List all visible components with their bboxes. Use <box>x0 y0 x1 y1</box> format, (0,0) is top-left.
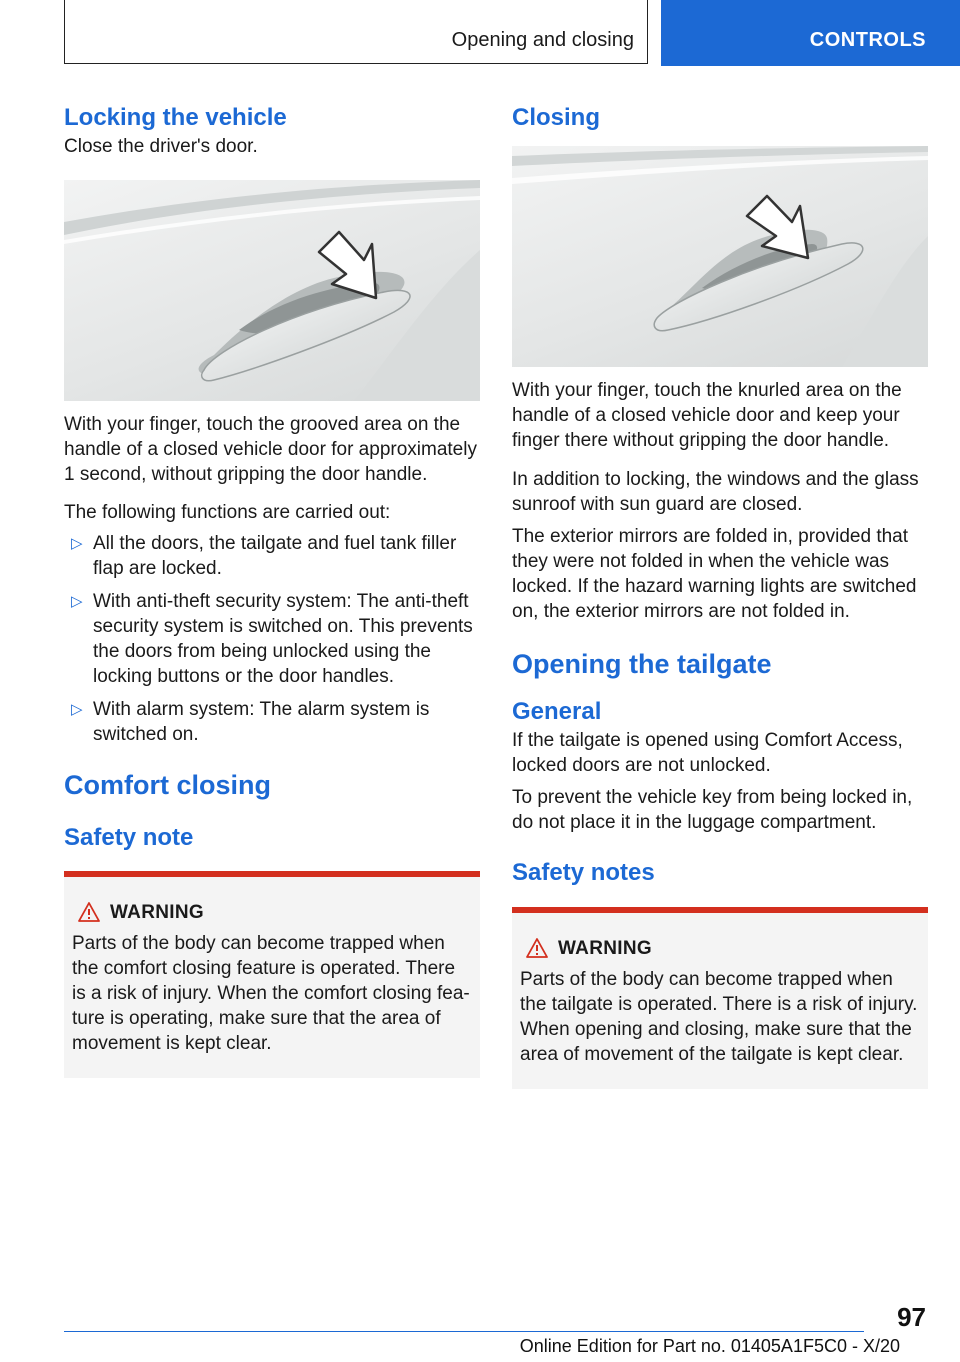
list-item-text: All the doors, the tailgate and fuel tank filler flap are locked. <box>93 533 457 579</box>
list-item <box>64 697 480 747</box>
door-handle-illustration <box>512 146 928 367</box>
door-handle-knurled-image <box>512 146 928 367</box>
heading-opening-tailgate: Opening the tailgate <box>512 649 772 679</box>
warning-title-text: WARNING <box>558 938 652 959</box>
closing-touch-text: With your finger, touch the knurled area on the handle of a closed vehicle door and keep your finger there without gripping the door handle. <box>512 380 902 451</box>
closing-addition-text: In addition to locking, the windows and the glass sunroof with sun guard are closed. <box>512 469 919 515</box>
list-item-text: With alarm system: The alarm system is switched on. <box>93 699 430 745</box>
general-text-1: If the tailgate is opened using Comfort Access, locked doors are not unlocked. <box>512 730 903 776</box>
warning-triangle-icon <box>78 902 100 922</box>
list-item <box>64 531 480 581</box>
functions-list <box>64 531 480 747</box>
bullet-triangle-icon: ▷ <box>71 535 83 552</box>
door-handle-image <box>64 180 480 401</box>
left-column <box>64 102 480 1078</box>
locking-intro: Close the driver's door. <box>64 136 258 157</box>
heading-locking-vehicle: Locking the vehicle <box>64 104 287 131</box>
warning-text: Parts of the body can become trapped when the comfort closing feature is operated. There is a risk of injury. When the comfort closing fea-ture is operating, make sure that the area of movement is kept clear. <box>72 933 470 1054</box>
heading-closing: Closing <box>512 104 600 131</box>
heading-comfort-closing: Comfort closing <box>64 770 271 800</box>
right-column <box>512 102 928 1089</box>
door-handle-illustration <box>64 180 480 401</box>
heading-general: General <box>512 698 602 725</box>
functions-intro: The following functions are carried out: <box>64 502 391 523</box>
warning-box <box>64 871 480 1078</box>
warning-triangle-icon <box>526 938 548 958</box>
header-chapter-label: CONTROLS <box>809 29 926 51</box>
warning-title <box>72 901 472 925</box>
warning-title <box>520 937 920 961</box>
page-number: 97 <box>897 1302 926 1332</box>
heading-safety-note: Safety note <box>64 824 194 851</box>
warning-text: Parts of the body can become trapped when the tailgate is operated. There is a risk of injury. When opening and closing, make sure that the area of movement of the tailgate is kept clear. <box>520 969 918 1065</box>
closing-mirrors-text: The exterior mirrors are folded in, provided that they were not folded in when the vehicle was locked. If the hazard warning lights are switched on, the exterior mirrors are not folded in. <box>512 526 917 622</box>
header-section-title: Opening and closing <box>451 29 634 51</box>
bullet-triangle-icon: ▷ <box>71 593 83 610</box>
general-text-2: To prevent the vehicle key from being locked in, do not place it in the luggage compartment. <box>512 787 913 833</box>
footer-edition: Online Edition for Part no. 01405A1F5C0 - X/20 <box>519 1336 900 1356</box>
header-chapter-tab[interactable] <box>661 0 960 66</box>
warning-title-text: WARNING <box>110 902 204 923</box>
list-item-text: With anti-theft security system: The anti-theft security system is switched on. This prevents the doors from being unlocked using the locking buttons or the door handles. <box>93 591 473 687</box>
locking-touch-text: With your finger, touch the grooved area on the handle of a closed vehicle door for approximately 1 second, without gripping the door handle. <box>64 414 477 485</box>
heading-safety-notes: Safety notes <box>512 859 655 886</box>
warning-box <box>512 907 928 1089</box>
footer-divider <box>64 1331 864 1332</box>
bullet-triangle-icon: ▷ <box>71 701 83 718</box>
list-item <box>64 589 480 689</box>
